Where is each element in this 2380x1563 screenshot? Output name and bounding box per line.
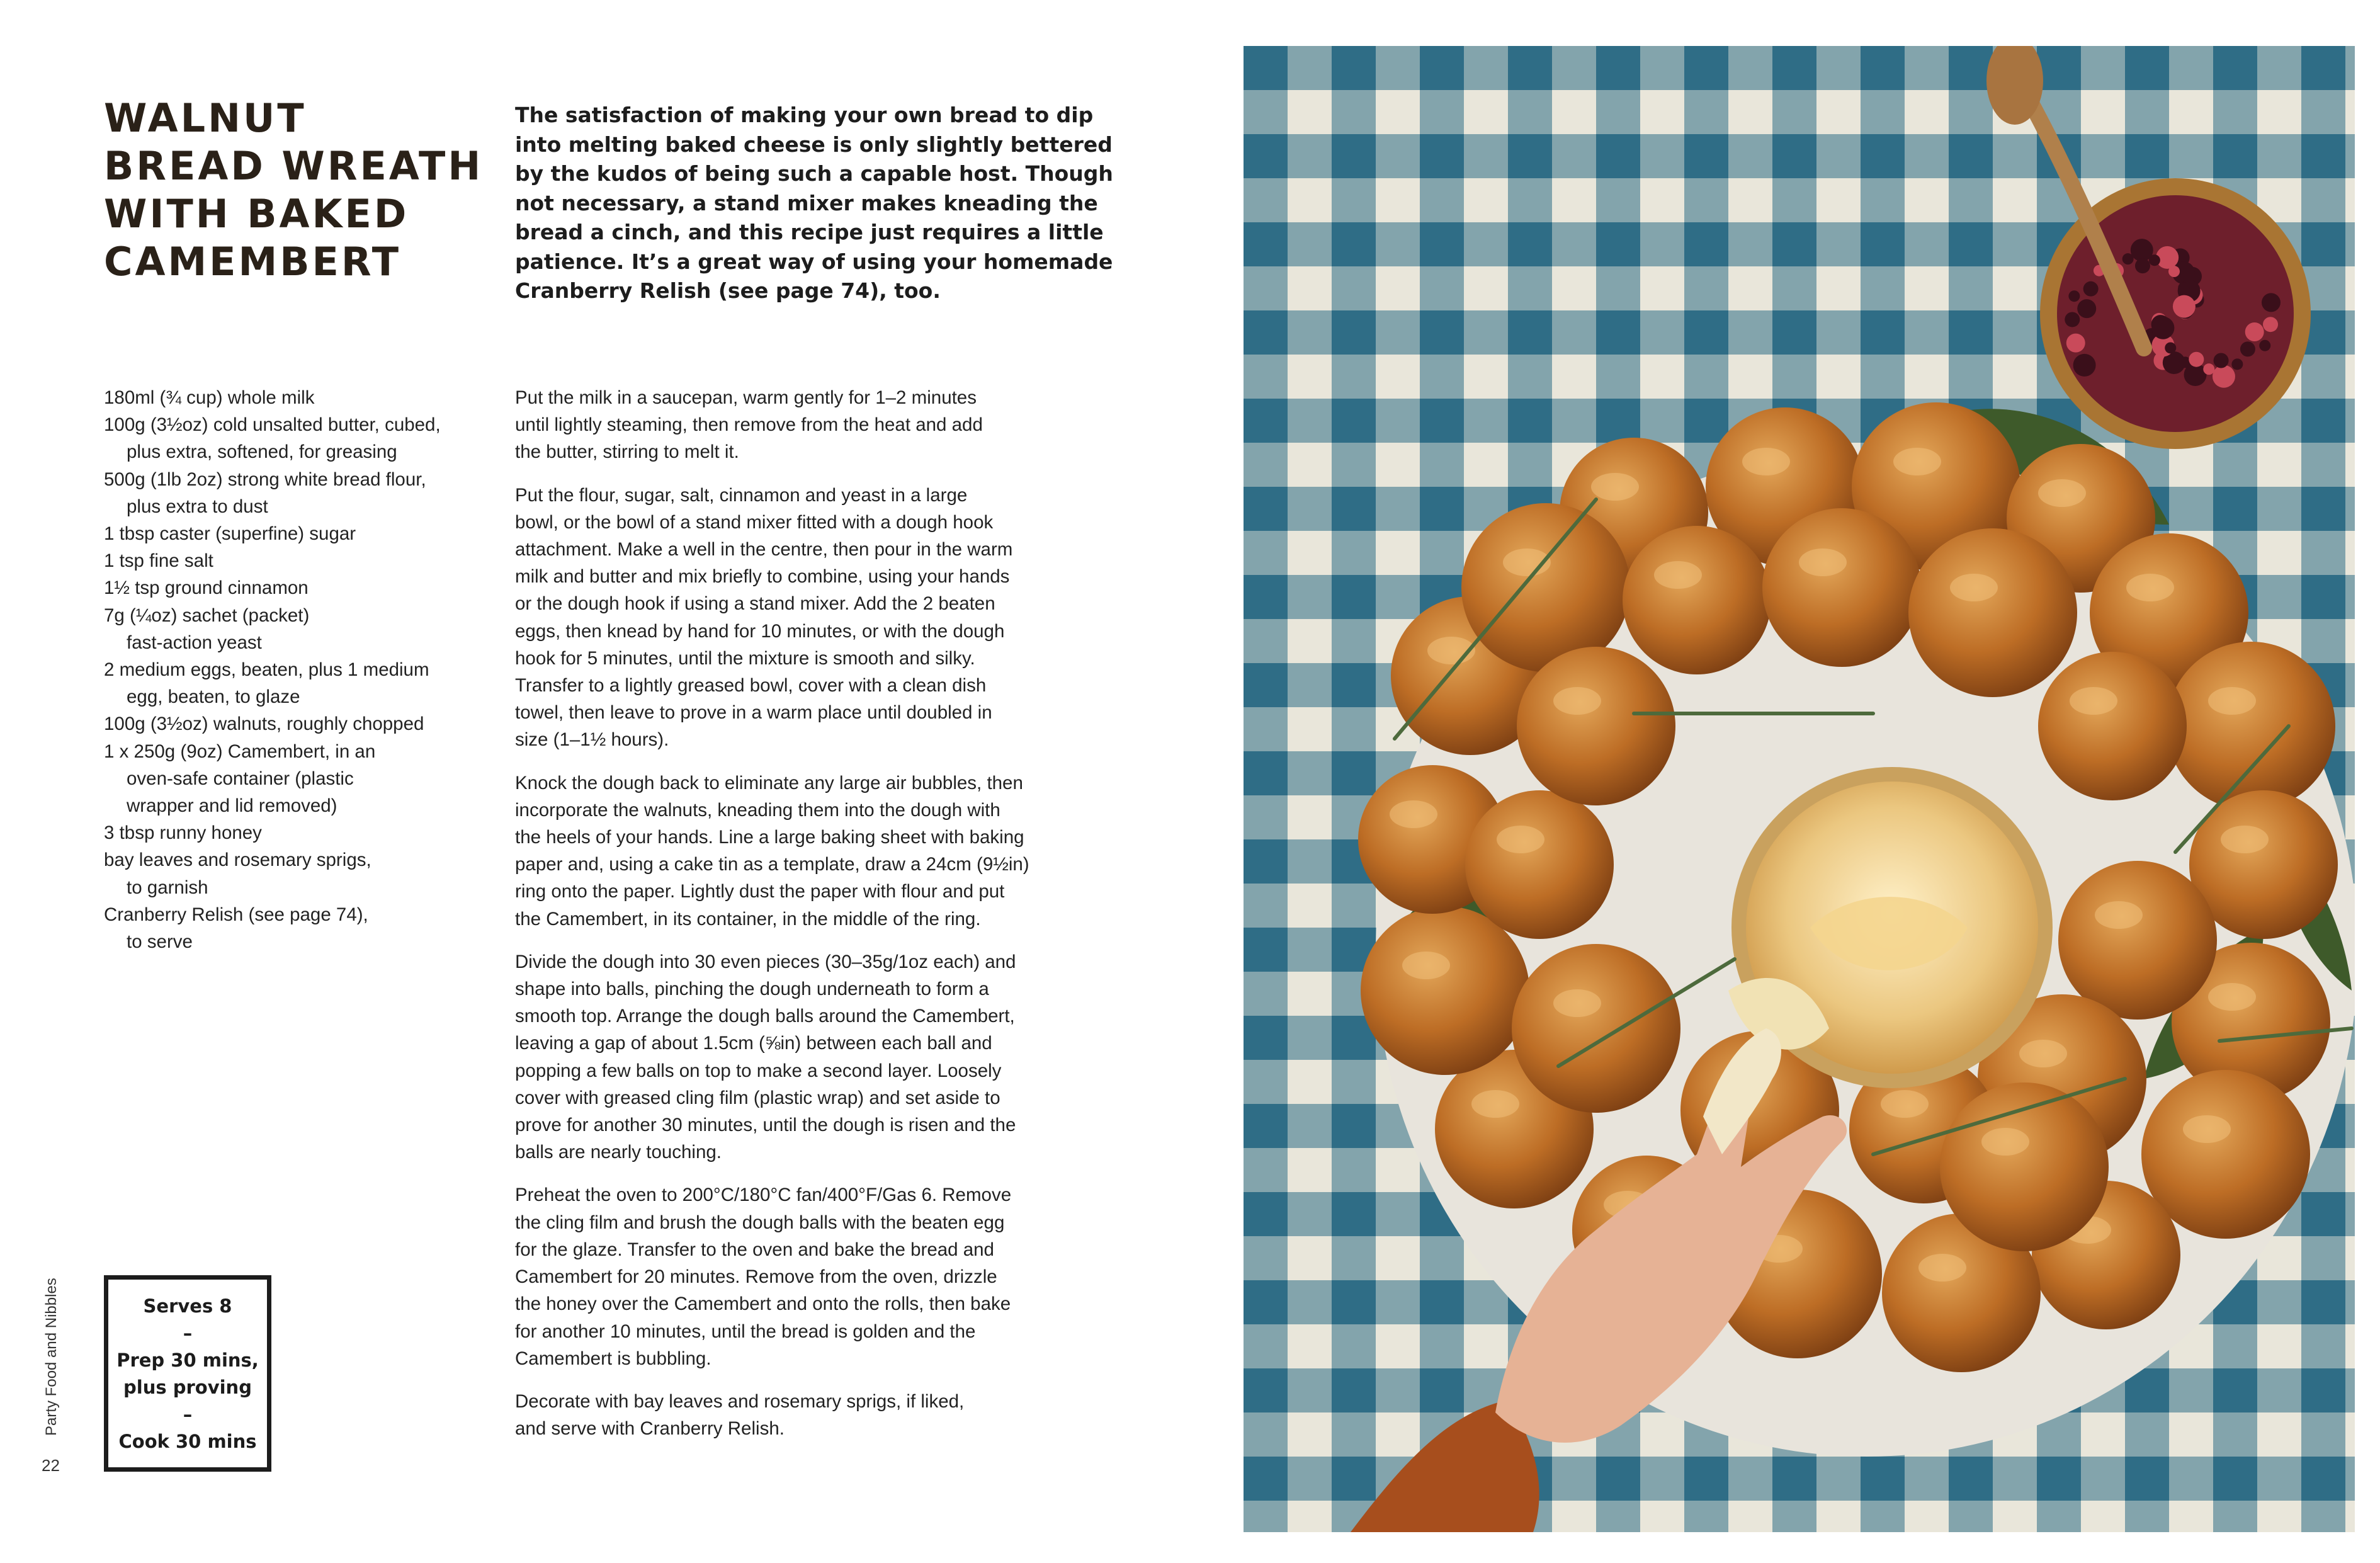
method-line: shape into balls, pinching the dough underneath to form a	[515, 979, 989, 1000]
ingredient-item	[104, 520, 507, 547]
ingredient-line: 2 medium eggs, beaten, plus 1 medium	[104, 659, 429, 681]
method-line: Put the milk in a saucepan, warm gently for 1–2 minutes	[515, 387, 977, 408]
method-step	[515, 1181, 1107, 1372]
method-line: hook for 5 minutes, until the mixture is smooth and silky.	[515, 647, 975, 669]
ingredient-item	[104, 574, 507, 601]
ingredient-item	[104, 466, 507, 520]
ingredient-line: 100g (3½oz) cold unsalted butter, cubed,	[104, 414, 441, 436]
intro-line: bread a cinch, and this recipe just requires a little	[515, 220, 1104, 244]
ingredient-line: 180ml (¾ cup) whole milk	[104, 387, 315, 408]
method-line: cover with greased cling film (plastic wrap) and set aside to	[515, 1087, 1000, 1108]
bread-wreath-photo	[1244, 46, 2355, 1532]
info-line: Cook 30 mins	[118, 1431, 257, 1452]
ingredient-line: bay leaves and rosemary sprigs,	[104, 850, 371, 871]
method-line: the Camembert, in its container, in the middle of the ring.	[515, 908, 981, 929]
method-line: prove for another 30 minutes, until the dough is risen and the	[515, 1115, 1016, 1136]
serving-info-box	[104, 1275, 271, 1472]
method-step	[515, 482, 1107, 754]
title-line: WITH BAKED	[104, 191, 409, 237]
ingredient-line: 7g (¼oz) sachet (packet)	[104, 605, 310, 626]
method-line: paper and, using a cake tin as a template, draw a 24cm (9½in)	[515, 854, 1029, 875]
ingredient-line: 3 tbsp runny honey	[104, 822, 262, 844]
method-line: towel, then leave to prove in a warm place until doubled in	[515, 702, 992, 724]
intro-line: patience. It’s a great way of using your homemade	[515, 249, 1113, 274]
title-line: WALNUT	[104, 95, 307, 141]
ingredient-line: 1 tsp fine salt	[104, 550, 213, 572]
ingredient-line: egg, beaten, to glaze	[127, 686, 300, 708]
ingredient-line: plus extra, softened, for greasing	[127, 441, 397, 463]
ingredient-item	[104, 384, 507, 411]
ingredient-item	[104, 602, 507, 656]
method-line: Camembert for 20 minutes. Remove from the oven, drizzle	[515, 1266, 997, 1288]
info-line: Prep 30 mins,	[116, 1350, 259, 1371]
method-line: or the dough hook if using a stand mixer. Add the 2 beaten	[515, 593, 995, 615]
title-line: BREAD WREATH	[104, 143, 484, 189]
method-line: milk and butter and mix briefly to combine, using your hands	[515, 566, 1010, 588]
method-line: ring onto the paper. Lightly dust the paper with flour and put	[515, 881, 1005, 902]
method-line: the butter, stirring to melt it.	[515, 441, 739, 463]
ingredient-line: to garnish	[127, 877, 208, 898]
ingredient-item	[104, 547, 507, 574]
ingredient-line: oven-safe container (plastic	[127, 768, 354, 789]
info-line: –	[183, 1404, 193, 1425]
method-line: Transfer to a lightly greased bowl, cover with a clean dish	[515, 675, 987, 696]
ingredient-item	[104, 656, 507, 710]
title-line: CAMEMBERT	[104, 239, 402, 285]
ingredient-line: 1 tbsp caster (superfine) sugar	[104, 523, 356, 545]
method-line: incorporate the walnuts, kneading them into the dough with	[515, 799, 1000, 821]
ingredient-item	[104, 411, 507, 465]
ingredient-item	[104, 710, 507, 737]
method-line: attachment. Make a well in the centre, then pour in the warm	[515, 539, 1013, 560]
method-line: Preheat the oven to 200°C/180°C fan/400°F/Gas 6. Remove	[515, 1185, 1012, 1206]
info-line: plus proving	[123, 1377, 252, 1398]
method-line: Decorate with bay leaves and rosemary sprigs, if liked,	[515, 1390, 965, 1412]
ingredient-line: wrapper and lid removed)	[127, 795, 337, 817]
method-steps	[515, 384, 1107, 1458]
ingredient-line: fast-action yeast	[127, 632, 262, 653]
ingredient-line: 1½ tsp ground cinnamon	[104, 577, 309, 599]
method-line: eggs, then knead by hand for 10 minutes, or with the dough	[515, 620, 1005, 642]
method-line: leaving a gap of about 1.5cm (⅝in) between each ball and	[515, 1033, 992, 1054]
method-line: Camembert is bubbling.	[515, 1348, 711, 1369]
ingredient-line: Cranberry Relish (see page 74),	[104, 904, 368, 925]
intro-line: not necessary, a stand mixer makes kneading the	[515, 190, 1098, 215]
intro-line: Cranberry Relish (see page 74), too.	[515, 278, 941, 303]
page-number: 22	[42, 1456, 60, 1475]
ingredient-item	[104, 819, 507, 846]
method-line: size (1–1½ hours).	[515, 729, 669, 751]
method-line: bowl, or the bowl of a stand mixer fitted with a dough hook	[515, 511, 994, 533]
ingredient-line: to serve	[127, 931, 193, 953]
method-step	[515, 1388, 1107, 1442]
method-line: Divide the dough into 30 even pieces (30–35g/1oz each) and	[515, 951, 1016, 972]
method-step	[515, 384, 1107, 466]
method-line: Put the flour, sugar, salt, cinnamon and yeast in a large	[515, 484, 968, 506]
method-line: until lightly steaming, then remove from the heat and add	[515, 414, 983, 436]
method-step	[515, 770, 1107, 933]
ingredients-list	[104, 384, 507, 955]
info-line: Serves 8	[143, 1295, 232, 1317]
intro-line: The satisfaction of making your own bread to dip	[515, 103, 1094, 127]
method-line: popping a few balls on top to make a second layer. Loosely	[515, 1060, 1002, 1081]
ingredient-line: plus extra to dust	[127, 496, 268, 517]
section-running-head: Party Food and Nibbles	[43, 1278, 60, 1436]
intro-line: by the kudos of being such a capable host. Though	[515, 161, 1113, 186]
info-line: –	[183, 1322, 193, 1344]
method-line: Knock the dough back to eliminate any large air bubbles, then	[515, 772, 1023, 793]
ingredient-line: 100g (3½oz) walnuts, roughly chopped	[104, 713, 424, 735]
ingredient-line: 1 x 250g (9oz) Camembert, in an	[104, 741, 376, 762]
method-line: the heels of your hands. Line a large baking sheet with baking	[515, 827, 1024, 848]
ingredient-item	[104, 846, 507, 901]
method-line: the cling film and brush the dough balls with the beaten egg	[515, 1212, 1005, 1233]
method-line: and serve with Cranberry Relish.	[515, 1418, 785, 1440]
method-line: smooth top. Arrange the dough balls around the Camembert,	[515, 1006, 1015, 1027]
method-line: for another 10 minutes, until the bread is golden and the	[515, 1321, 976, 1342]
intro-line: into melting baked cheese is only slightly bettered	[515, 132, 1113, 157]
recipe-intro	[515, 101, 1113, 306]
ingredient-line: 500g (1lb 2oz) strong white bread flour,	[104, 469, 426, 490]
method-step	[515, 948, 1107, 1166]
ingredient-item	[104, 901, 507, 955]
recipe-title	[104, 94, 494, 286]
method-line: the honey over the Camembert and onto the rolls, then bake	[515, 1293, 1011, 1315]
method-line: for the glaze. Transfer to the oven and bake the bread and	[515, 1239, 994, 1260]
ingredient-item	[104, 738, 507, 820]
method-line: balls are nearly touching.	[515, 1142, 722, 1163]
